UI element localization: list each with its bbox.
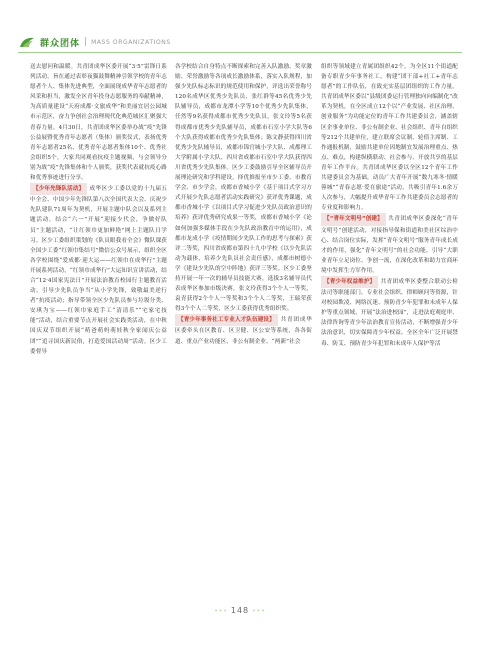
section-heading: 【少年先锋队活动】 bbox=[30, 183, 87, 195]
paragraph-text: 共青团成华区委整合联动公检法司等职能部门，专业社会组织、律师顾问等资源，针对校园欺凌、网络沉迷、预防青少年犯罪和未成年人保护等重点领域，开展“法治进校园”，走进法庭观庭审、法律咨询等青少年法治教育宣传活动，不断增强青少年法治意识，切实保障青少年权益。全区全年广泛开展禁毒、防艾、预防青少年犯罪和未成年人保护等活 bbox=[321, 278, 458, 347]
paragraph bbox=[30, 62, 167, 183]
paragraph-text: 组织等领域建立青属团组织42个，为全区11个街道配备专职青少年事务社工，构建“团干部+社工+青年志愿者”的工作队伍，在致充实基层团组织的工作力量。共青团成华区委以“县级团委运行管理独向向编制化”改革为契机，在全区成立12个以“产业发展、社区治理、创业服务”为功能定位的青年工作共建委员会，涵盖辖区企事业单位、非公有制企业、社会组织、青年自组织等212个共建单位，建立联席会议制、轮值主席制、工作通报机制，鼓励共建单位因地制宜发展治理重点、热点、难点，构建纵横联动、社会参与、开放共享的基层青年工作平台。共青团成华区委以全区12个青年工作共建委员会为基础，动员广大青年开展“数九寒冬·情暖蓉城”“青春志愿·爱在旅途”活动，共吸引青年1.6余万人次参与，大幅提升成华青年工作共建委员会志愿者的专业度和影响力。 bbox=[321, 64, 458, 212]
header-rule bbox=[18, 52, 462, 53]
page-footer bbox=[0, 598, 480, 617]
green-emblem-icon bbox=[18, 36, 36, 49]
page-number: 148 bbox=[230, 606, 250, 615]
footer-ornament: ••• bbox=[252, 608, 266, 615]
paragraph bbox=[321, 62, 458, 213]
paragraph bbox=[321, 276, 458, 349]
paragraph bbox=[175, 314, 312, 346]
text-column-1 bbox=[30, 62, 167, 357]
section-heading: 【青少年权益维护】 bbox=[321, 276, 378, 288]
text-column-2 bbox=[175, 62, 312, 347]
page-header bbox=[18, 34, 171, 50]
paragraph-text: 送去慰问和温暖。共青团成华区委开展“3·5”雷锋日系列活动，旨在通过表彰夜猫鼓舞精神引领学校的青年志愿者个人、集体先进典型，全面展现成华青年志愿者的风采和担当，激发全区青年投身志愿服务的奉献精神，为高质量建设“天府成都·文旅成华”和美丽宜居公园城市示范区，奋力争创社会治理现代化典范城区汇聚强大青春力量。4月30日，共青团成华区委举办战“疫”先锋公益展暨优秀青年志愿者（集体）颁奖仪式，表扬优秀青年志愿者25名、优秀青年志愿者集体10个、优秀社会组织5个，大家共同观看抗疫主题视频，与会领导分别为战“疫”先锋集体和个人颁奖，获奖代表就抗疫心路和优秀事迹进行分享。 bbox=[30, 64, 167, 182]
paragraph bbox=[30, 183, 167, 357]
paragraph-text: 共青团成华区委深化“青年文明号”创建活动，对接指导保和街道和美社区综治中心、结合岗位实际，发挥“青年文明号”服务青年成长成才的作用，强化“青年文明号”的社会功能，引导“大职业青年立足岗位、争创一流，在深化改革和助力宜商环境中发挥生力军作用。 bbox=[321, 216, 458, 274]
text-column-3 bbox=[321, 62, 458, 349]
paragraph bbox=[321, 213, 458, 276]
section-heading: 【青少年事务社工专业人才队伍建设】 bbox=[175, 314, 278, 326]
paragraph-text: 成华区少工委以党的十九届五中全会、中国少年先锋队第八次全国代表大会、庆祝少先队建队71周年为契机，开展主题中队会以及系列主题活动，结合“六一”开展“迎接少代会，争做好队员”主题活动，“让红领巾更加鲜艳”网上主题队日学习。区少工委组织策划的《队员眼我看全会》微队课获全国少工委“红领巾集结号”微信公众号展示，组织全区各学校围绕“爱成都·迎大运——红领巾在成华行”主题开展系列活动，“红领巾成华行”大运知识宣讲活动，结合“12·4国家宪法日”开展法治教育校园行主题教育活动，引导少先队员争当“从小学先锋，致敬最美逆行者”抗疫活动；指导带领全区少先队员参与垃圾分类、安琪为宝——红领巾家庭手工“清清乐”“宅家宅技能”活动，结合重要节点开展社会实践类活动，在中秋国庆双节组织开展“萌爸萌妈萌娃秋全家闻庆公益团”“追寻国庆新民俗，打造爱国活动周”活动。区少工委督导 bbox=[30, 186, 167, 355]
paragraph bbox=[175, 62, 312, 314]
paragraph-text: 各学校结合自身特点不断探索和完善入队激励、奖章激励、荣誉激励等各项成长激励体系，落实入队规程，加强少先队标志标识的规范使用和保护，评选出荣誉称号120名成华区优秀少先队员、张红群等45名优秀少先队辅导员，成都市龙潭小学等10个优秀少先队集体，任然等9名获得成都市优秀少先队员，张文玲等5名获得成都市优秀少先队辅导员，成都市石室小学大队等6个大队获得成都市优秀少先队集体；陈文静获得四川省优秀少先队辅导员，成都市锦官城小学大队、成都理工大学附属小学大队、四川省成都市石室中学大队获得四川省优秀少先队集体。区少工委鼓励引导全区辅导员开展理论研究和学科建设，择优推报至市少工委、市教育学会、市少学会，成都市香城小学《基于项目式学习方式开展少先队志愿者活动实践研究》获评优秀课题，成都市香城小学《以项目式学习促进少先队员政治意识的培养》获评优秀研究成果一等奖，成都市香城小学《论如何加强多媒体手段在少先队政治教育中的运用》，成都市龙成小学《疫情期间少先队工作的思考与探索》获评二等奖，四川省成都市第四十九中学校《以少先队活动为载体，培养少先队员社会责任感》，成都市树德小学《建设少先队的空中阵地》获评三等奖。区少工委坚持开展一年一次的辅导员技能大赛，选拔3名辅导员代表成华区参加市级决赛，张文玲获得3个个人一等奖，袁青获得2个个人一等奖和3个个人二等奖，王瑞荣获得3个个人二等奖，区少工委获得优秀组织奖。 bbox=[175, 64, 312, 313]
header-separator: | bbox=[84, 37, 88, 47]
section-subtitle: MASS ORGANIZATIONS bbox=[91, 38, 171, 46]
footer-ornament: ••• bbox=[214, 608, 228, 615]
paragraph-text: 共青团成华区委牵头在区教育、区卫健、区公安等系统，各各街道、重点产业功能区、非公有制企业、“两新”社会 bbox=[175, 317, 312, 345]
section-heading: 【“青年文明号”创建】 bbox=[321, 213, 386, 225]
section-title: 群众团体 bbox=[40, 38, 81, 49]
